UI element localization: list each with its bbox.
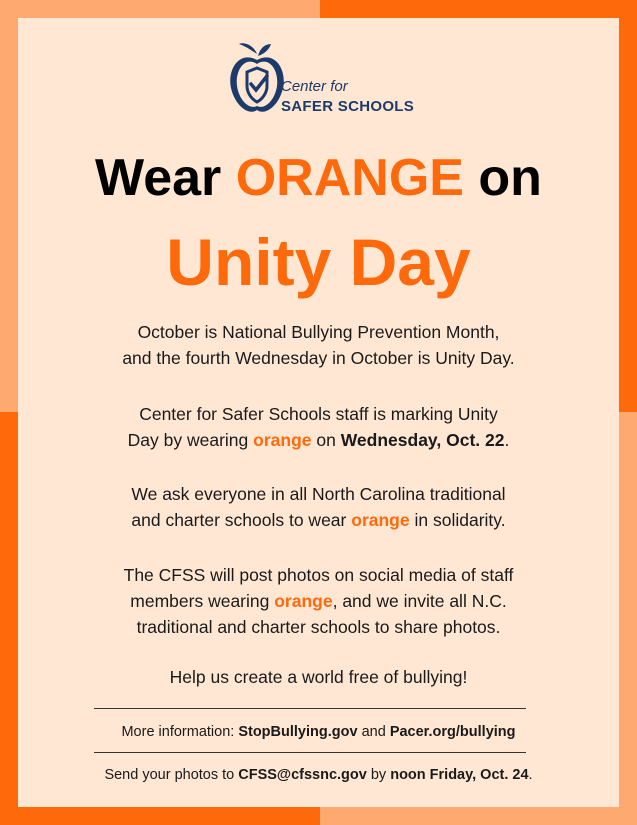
logo-line1: Center for: [281, 78, 348, 95]
logo-line2: SAFER SCHOOLS: [281, 98, 415, 115]
headline-on: on: [478, 149, 542, 207]
paragraph-ask-everyone: [30, 481, 607, 533]
p2-c: .: [504, 430, 510, 450]
photos-b: by: [370, 767, 387, 783]
paragraph-world-free: Help us create a world free of bullying!: [169, 667, 468, 687]
p1-line1: October is National Bullying Prevention Month,: [137, 322, 500, 342]
divider-top: [94, 708, 526, 709]
border-top-right: [320, 0, 637, 18]
border-top-left: [0, 0, 320, 18]
p2-orange: orange: [253, 430, 312, 450]
p2-date: Wednesday, Oct. 22: [340, 430, 505, 450]
p3-b: in solidarity.: [414, 510, 506, 530]
p2-line1: Center for Safer Schools staff is marking Unity: [139, 404, 498, 424]
more-info-label: More information:: [121, 724, 235, 740]
p4-line3: traditional and charter schools to share photos.: [136, 617, 501, 637]
paragraph-staff-marking: [30, 401, 607, 453]
photos-c: .: [528, 767, 533, 783]
headline-line2: Unity Day: [166, 225, 471, 299]
p2-b: on: [316, 430, 336, 450]
cfss-logo: [227, 40, 417, 120]
p3-orange: orange: [351, 510, 410, 530]
p4-orange: orange: [274, 591, 333, 611]
p3-a: and charter schools to wear: [131, 510, 347, 530]
p4-a: members wearing: [130, 591, 270, 611]
divider-bottom: [94, 752, 526, 753]
more-info-and: and: [361, 724, 386, 740]
send-photos: [20, 767, 617, 783]
link-stopbullying[interactable]: StopBullying.gov: [238, 724, 358, 740]
p3-line1: We ask everyone in all North Carolina traditional: [131, 484, 506, 504]
border-bottom-left: [0, 807, 320, 825]
border-left-bottom: [0, 412, 18, 825]
border-bottom-right: [320, 807, 637, 825]
paragraph-bullying-month: [30, 319, 607, 371]
apple-shield-check-icon: [227, 40, 287, 120]
email-link[interactable]: CFSS@cfssnc.gov: [238, 767, 367, 783]
border-right-bottom: [619, 412, 637, 825]
more-information: [20, 724, 617, 740]
link-pacer[interactable]: Pacer.org/bullying: [389, 724, 516, 740]
p4-line1: The CFSS will post photos on social media of staff: [123, 565, 514, 585]
photos-a: Send your photos to: [104, 767, 235, 783]
p2-a: Day by wearing: [127, 430, 249, 450]
headline-orange: ORANGE: [235, 149, 464, 207]
headline-line1: [0, 148, 637, 208]
p4-b: , and we invite all N.C.: [332, 591, 507, 611]
paragraph-photos-social: [30, 562, 607, 640]
headline-wear: Wear: [95, 149, 222, 207]
p1-line2: and the fourth Wednesday in October is Unity Day.: [122, 348, 515, 368]
photos-deadline: noon Friday, Oct. 24: [390, 767, 529, 783]
